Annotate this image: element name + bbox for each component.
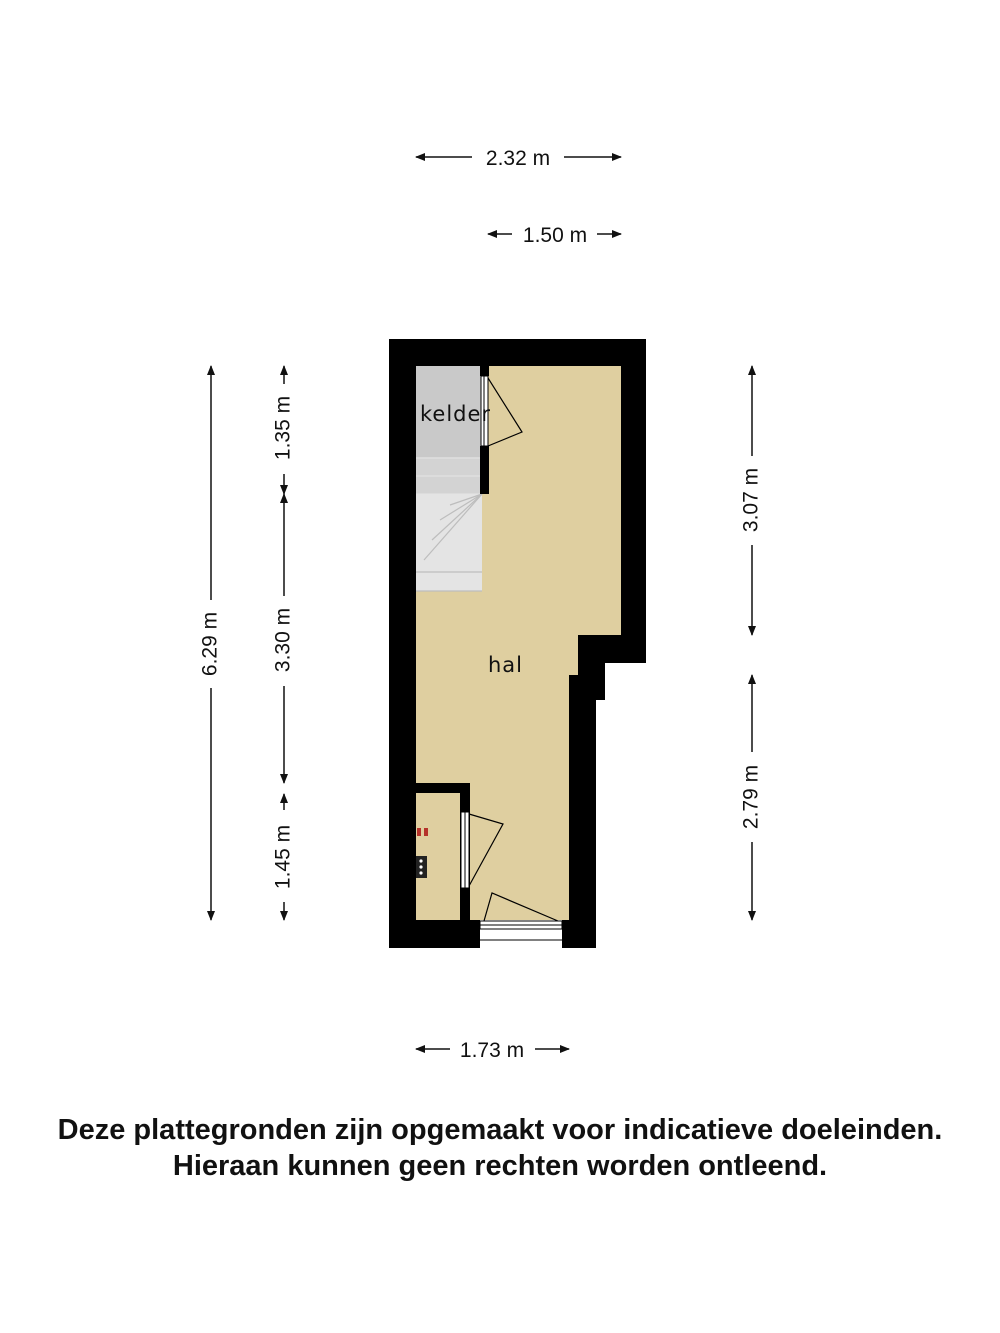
- room-label-kelder: kelder: [420, 402, 492, 426]
- dimension-top-inner: [488, 224, 621, 247]
- disclaimer-line-2: Hieraan kunnen geen rechten worden ontleend.: [172, 1150, 828, 1182]
- dimension-label: 6.29 m: [198, 611, 222, 677]
- stair-wall-upper: [480, 366, 489, 376]
- dimension-left-middle: [272, 494, 295, 783]
- dimension-left-bottom: [272, 794, 295, 920]
- disclaimer-line-1: Deze plattegronden zijn opgemaakt voor indicatieve doeleinden.: [57, 1114, 943, 1146]
- dimension-label: 2.32 m: [485, 147, 551, 170]
- dimension-right-top: [740, 366, 763, 635]
- meter-icon: [416, 856, 427, 878]
- stairs: [416, 366, 482, 591]
- room-label-hal: hal: [488, 653, 524, 677]
- dimension-left-top: [272, 366, 295, 494]
- dimension-label: 1.50 m: [522, 224, 588, 247]
- dimension-label: 2.79 m: [739, 764, 763, 830]
- stair-wall-lower: [480, 446, 489, 494]
- dimension-top-total: [416, 147, 621, 170]
- dimension-right-bottom: [740, 675, 763, 920]
- dimension-left-total: [199, 366, 222, 920]
- dimension-bottom: [416, 1039, 569, 1062]
- dimension-label: 3.30 m: [271, 607, 295, 673]
- dimension-label: 1.73 m: [459, 1039, 525, 1062]
- dimension-label: 3.07 m: [739, 467, 763, 533]
- dimension-label: 1.35 m: [271, 395, 295, 461]
- dimension-label: 1.45 m: [271, 824, 295, 890]
